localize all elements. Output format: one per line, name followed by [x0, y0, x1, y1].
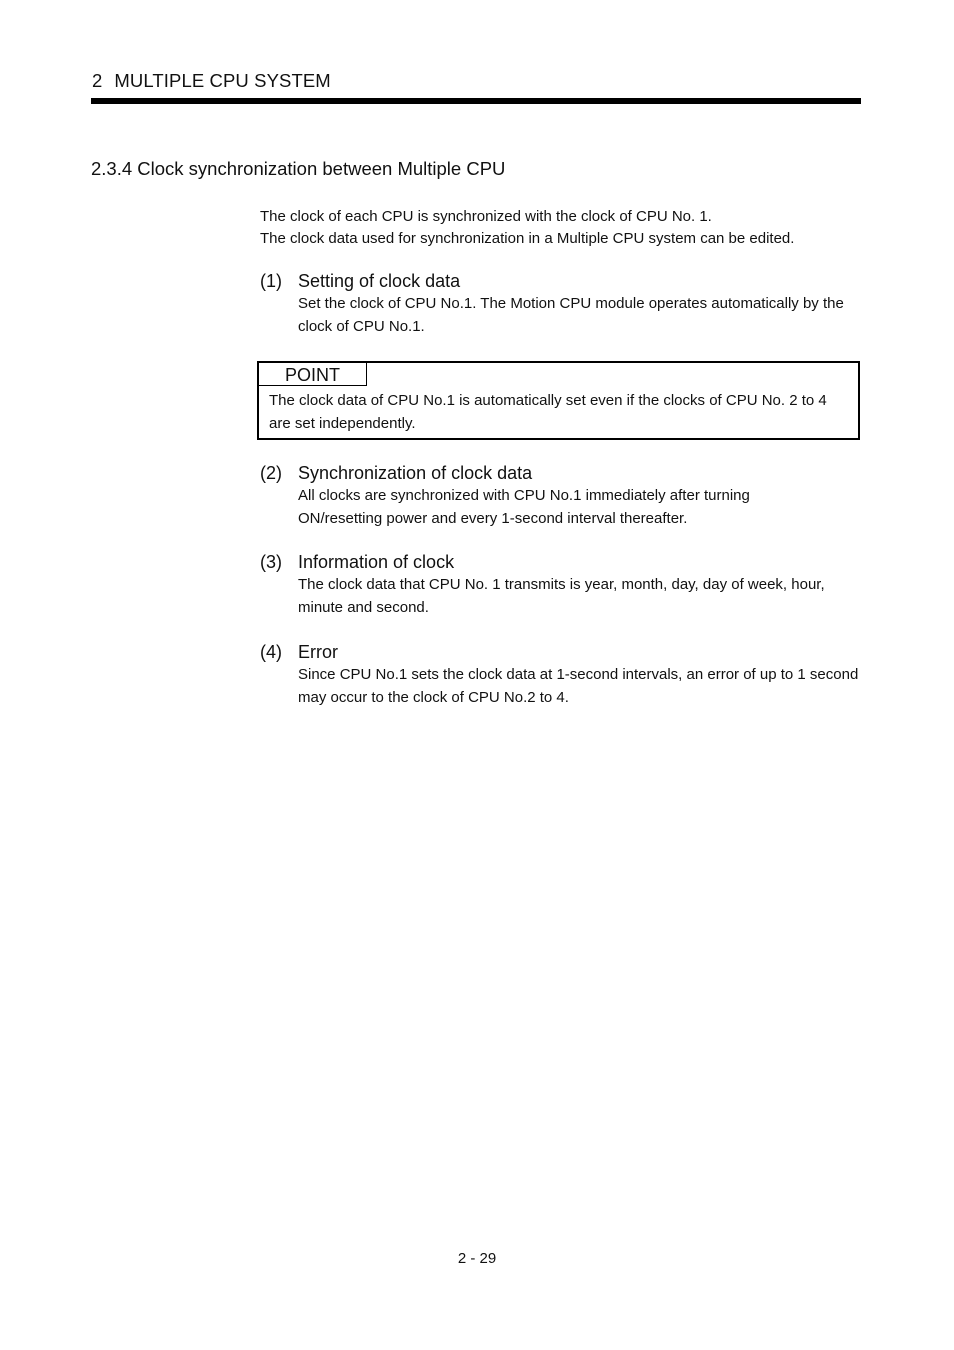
item-heading-text: Error — [298, 642, 338, 662]
item-information-of-clock — [260, 550, 860, 619]
item-number: (4) — [260, 642, 282, 662]
item-heading-text: Setting of clock data — [298, 271, 461, 291]
item-heading — [260, 461, 860, 485]
item-heading — [260, 550, 860, 574]
chapter-header — [92, 70, 331, 92]
item-error — [260, 640, 860, 709]
point-text: The clock data of CPU No.1 is automatically set even if the clocks of CPU No. 2 to 4 are set independently. — [269, 392, 827, 432]
intro-paragraph — [260, 206, 860, 250]
item-body: Since CPU No.1 sets the clock data at 1-second intervals, an error of up to 1 second may occur to the clock of CPU No.2 to 4. — [298, 666, 859, 706]
item-heading — [260, 640, 860, 664]
item-body: Set the clock of CPU No.1. The Motion CPU module operates automatically by the clock of CPU No.1. — [298, 295, 844, 335]
item-heading-text: Synchronization of clock data — [298, 463, 533, 483]
intro-line-2: The clock data used for synchronization in a Multiple CPU system can be edited. — [260, 230, 795, 247]
point-label: POINT — [259, 363, 367, 386]
item-body-line-1: All clocks are synchronized with CPU No.1 immediately after turning — [298, 487, 750, 504]
header-rule — [91, 98, 861, 104]
item-synchronization-of-clock-data — [260, 461, 860, 530]
item-number: (3) — [260, 552, 282, 572]
page-number: 2 - 29 — [457, 1250, 497, 1267]
item-body — [298, 485, 860, 530]
item-body: The clock data that CPU No. 1 transmits is year, month, day, day of week, hour, minute and second. — [298, 576, 825, 616]
chapter-number: 2 — [92, 70, 103, 91]
item-setting-of-clock-data — [260, 269, 860, 338]
item-body-line-2: ON/resetting power and every 1-second interval thereafter. — [298, 509, 688, 527]
item-number: (2) — [260, 463, 282, 483]
point-box — [257, 361, 860, 440]
section-title: 2.3.4 Clock synchronization between Multiple CPU — [91, 158, 506, 179]
item-number: (1) — [260, 271, 282, 291]
intro-line-1: The clock of each CPU is synchronized with the clock of CPU No. 1. — [260, 208, 712, 225]
item-heading — [260, 269, 860, 293]
chapter-title: MULTIPLE CPU SYSTEM — [114, 70, 331, 91]
item-heading-text: Information of clock — [298, 552, 455, 572]
